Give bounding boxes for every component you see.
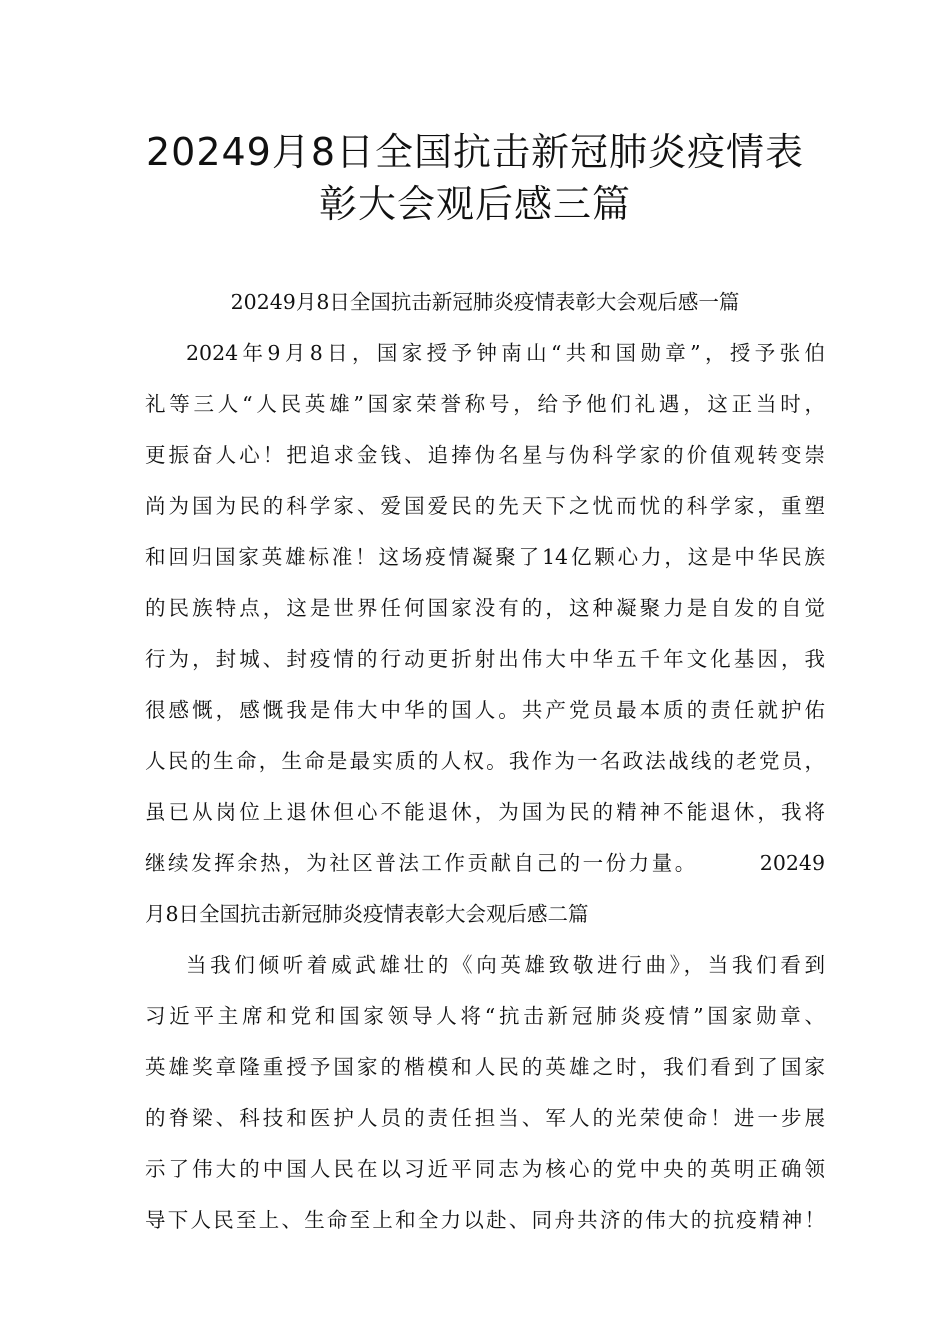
paragraph-line: 虽已从岗位上退休但心不能退休，为国为民的精神不能退休，我将 — [145, 800, 825, 824]
paragraph-line-text: 继续发挥余热，为社区普法工作贡献自己的一份力量。 — [145, 851, 698, 875]
paragraph-line: 示了伟大的中国人民在以习近平同志为核心的党中央的英明正确领 — [145, 1157, 825, 1181]
document-title — [120, 126, 830, 230]
paragraph-line: 英雄奖章隆重授予国家的楷模和人民的英雄之时，我们看到了国家 — [145, 1055, 825, 1079]
paragraph-line: 当我们倾听着威武雄壮的《向英雄致敬进行曲》，当我们看到 — [186, 953, 825, 977]
paragraph-line: 的脊梁、科技和医护人员的责任担当、军人的光荣使命！进一步展 — [145, 1106, 825, 1130]
paragraph-line: 很感慨，感慨我是伟大中华的国人。共产党员最本质的责任就护佑 — [145, 698, 825, 722]
paragraph-line-with-heading — [145, 838, 825, 889]
title-line-2: 彰大会观后感三篇 — [318, 182, 631, 226]
section-2-heading-end: 月8日全国抗击新冠肺炎疫情表彰大会观后感二篇 — [145, 902, 589, 926]
paragraph-line: 2024年9月8日，国家授予钟南山“共和国勋章”，授予张伯 — [186, 341, 825, 365]
section-1-heading: 20249月8日全国抗击新冠肺炎疫情表彰大会观后感一篇 — [230, 290, 740, 314]
paragraph-line: 行为，封城、封疫情的行动更折射出伟大中华五千年文化基因，我 — [145, 647, 825, 671]
paragraph-line: 和回归国家英雄标准！这场疫情凝聚了14亿颗心力，这是中华民族 — [145, 545, 825, 569]
paragraph-line: 习近平主席和党和国家领导人将“抗击新冠肺炎疫情”国家勋章、 — [145, 1004, 825, 1028]
paragraph-line: 人民的生命，生命是最实质的人权。我作为一名政法战线的老党员， — [145, 749, 825, 773]
title-line-1: 20249月8日全国抗击新冠肺炎疫情表 — [145, 130, 805, 174]
section-2-heading-start: 20249 — [759, 851, 825, 875]
paragraph-line: 导下人民至上、生命至上和全力以赴、同舟共济的伟大的抗疫精神！ — [145, 1208, 825, 1232]
paragraph-line: 更振奋人心！把追求金钱、追捧伪名星与伪科学家的价值观转变崇 — [145, 443, 825, 467]
paragraph-line: 的民族特点，这是世界任何国家没有的，这种凝聚力是自发的自觉 — [145, 596, 825, 620]
paragraph-line: 礼等三人“人民英雄”国家荣誉称号，给予他们礼遇，这正当时， — [145, 392, 825, 416]
document-body — [145, 277, 825, 1246]
paragraph-line: 尚为国为民的科学家、爱国爱民的先天下之忧而忧的科学家，重塑 — [145, 494, 825, 518]
